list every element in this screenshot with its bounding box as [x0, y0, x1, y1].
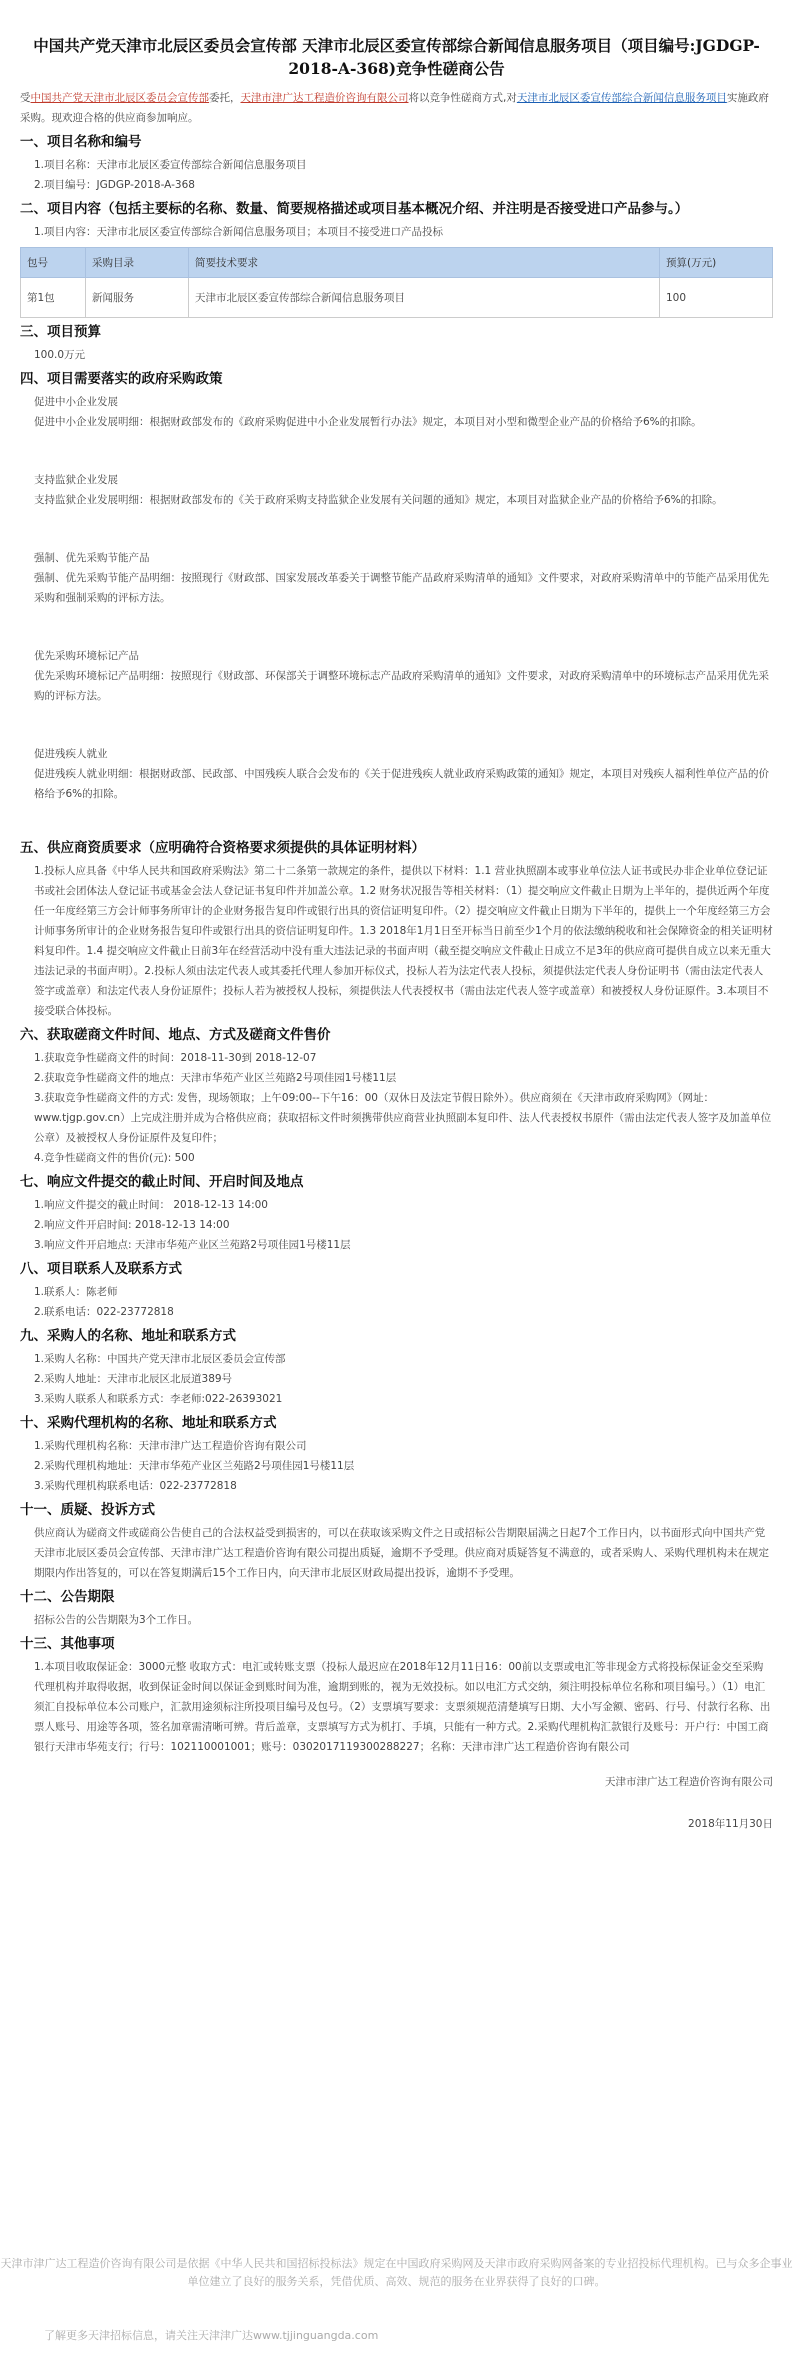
info-line: 3.获取竞争性磋商文件的方式: 发售，现场领取；上午09:00--下午16：00（双休日及法定节假日除外）。供应商须在《天津市政府采购网》（网址：www.tjgp.gov.cn）上完成注册并成为合格供应商；获取招标文件时须携带供应商营业执照副本复印件、法人代表授权书原件（需由法定代表人签字及加盖单位公章）及被授权人身份证原件及复印件； — [34, 1092, 772, 1144]
section-title: 七、响应文件提交的截止时间、开启时间及地点 — [20, 1174, 304, 1190]
intro-paragraph — [20, 88, 773, 128]
section-title: 六、获取磋商文件时间、地点、方式及磋商文件售价 — [20, 1027, 331, 1043]
info-line: 2.采购代理机构地址：天津市华苑产业区兰苑路2号项佳园1号楼11层 — [34, 1460, 355, 1472]
table-header: 预算(万元) — [660, 248, 773, 278]
info-line: 1.采购人名称：中国共产党天津市北辰区委员会宣传部 — [34, 1353, 286, 1365]
policy-desc: 促进中小企业发展明细：根据财政部发布的《政府采购促进中小企业发展暂行办法》规定，本项目对小型和微型企业产品的价格给予6%的扣除。 — [34, 416, 702, 428]
section-title: 十一、质疑、投诉方式 — [20, 1502, 155, 1518]
info-line: 1.采购代理机构名称：天津市津广达工程造价咨询有限公司 — [34, 1440, 307, 1452]
info-line: 1.获取竞争性磋商文件的时间：2018-11-30到 2018-12-07 — [34, 1052, 317, 1064]
intro-text: 受 — [20, 92, 31, 104]
table-cell: 第1包 — [21, 278, 86, 318]
info-line: 1.项目内容：天津市北辰区委宣传部综合新闻信息服务项目；本项目不接受进口产品投标 — [34, 226, 444, 238]
footer-link[interactable]: 了解更多天津招标信息，请关注天津津广达www.tjjinguangda.com — [44, 2329, 379, 2342]
signature-date: 2018年11月30日 — [688, 1818, 773, 1830]
table-cell: 100 — [660, 278, 773, 318]
period-text: 招标公告的公告期限为3个工作日。 — [34, 1614, 199, 1626]
info-line: 4.竞争性磋商文件的售价(元): 500 — [34, 1152, 195, 1164]
section-title: 四、项目需要落实的政府采购政策 — [20, 371, 223, 387]
policy-desc: 支持监狱企业发展明细：根据财政部发布的《关于政府采购支持监狱企业发展有关问题的通知》规定，本项目对监狱企业产品的价格给予6%的扣除。 — [34, 494, 723, 506]
policy-name: 促进残疾人就业 — [34, 748, 108, 760]
info-line: 3.采购代理机构联系电话：022-23772818 — [34, 1480, 237, 1492]
announcement-page — [20, 0, 773, 1835]
table-row — [21, 278, 773, 318]
info-line: 2.获取竞争性磋商文件的地点：天津市华苑产业区兰苑路2号项佳园1号楼11层 — [34, 1072, 397, 1084]
policy-block — [20, 470, 773, 510]
table-cell: 新闻服务 — [86, 278, 189, 318]
section-title: 三、项目预算 — [20, 324, 101, 340]
info-line: 1.项目名称：天津市北辰区委宣传部综合新闻信息服务项目 — [34, 159, 307, 171]
intro-text: 将以竞争性磋商方式,对 — [408, 92, 517, 104]
section-title: 一、项目名称和编号 — [20, 134, 142, 150]
signature-company: 天津市津广达工程造价咨询有限公司 — [605, 1776, 773, 1788]
info-line: 2.联系电话：022-23772818 — [34, 1306, 174, 1318]
policy-block — [20, 392, 773, 432]
policy-name: 优先采购环境标记产品 — [34, 650, 139, 662]
policy-block — [20, 548, 773, 608]
info-line: 1.响应文件提交的截止时间： 2018-12-13 14:00 — [34, 1199, 268, 1211]
policy-block — [20, 744, 773, 804]
table-header: 包号 — [21, 248, 86, 278]
purchaser-link[interactable]: 中国共产党天津市北辰区委员会宣传部 — [30, 92, 209, 104]
section-title: 二、项目内容（包括主要标的名称、数量、简要规格描述或项目基本概况介绍、并注明是否接受进口产品参与。） — [20, 201, 689, 217]
info-line: 3.采购人联系人和联系方式：李老师:022-26393021 — [34, 1393, 283, 1405]
info-line: 2.项目编号：JGDGP-2018-A-368 — [34, 179, 195, 191]
table-header-row — [21, 248, 773, 278]
section-title: 五、供应商资质要求（应明确符合资格要求须提供的具体证明材料） — [20, 840, 425, 856]
qualification-text: 1.投标人应具备《中华人民共和国政府采购法》第二十二条第一款规定的条件，提供以下材料：1.1 营业执照副本或事业单位法人证书或民办非企业单位登记证书或社会团体法人登记证书或基金会法人登记证书复印件并加盖公章。1.2 财务状况报告等相关材料：（1）提交响应文件截止日期为上半年的，提供近两个年度任一年度经第三方会计师事务所审计的企业财务报告复印件或银行出具的资信证明复印件。（2）提交响应文件截止日期为下半年的，提供上一个年度经第三方会计师事务所审计的企业财务报告复印件或银行出具的资信证明复印件。1.3 2018年1月1日至开标当日前至少1个月的依法缴纳税收和社会保障资金的相关证明材料复印件。1.4 提交响应文件截止日前3年在经营活动中没有重大违法记录的书面声明（截至提交响应文件截止日成立不足3年的供应商可提供自成立以来无重大违法记录的书面声明）。2.投标人须由法定代表人或其委托代理人参加开标仪式，投标人若为法定代表人投标，须提供法定代表人身份证明书（需由法定代表人签字或盖章）和法定代表人身份证原件；投标人若为被授权人投标，须提供法人代表授权书（需由法定代表人签字或盖章）和被授权人身份证原件。3.本项目不接受联合体投标。 — [34, 865, 773, 1017]
signature-block — [20, 1771, 773, 1835]
package-table — [20, 247, 773, 318]
info-line: 2.响应文件开启时间: 2018-12-13 14:00 — [34, 1219, 230, 1231]
table-cell: 天津市北辰区委宣传部综合新闻信息服务项目 — [189, 278, 660, 318]
complaint-text: 供应商认为磋商文件或磋商公告使自己的合法权益受到损害的，可以在获取该采购文件之日或招标公告期限届满之日起7个工作日内，以书面形式向中国共产党天津市北辰区委员会宣传部、天津市津广达工程造价咨询有限公司提出质疑，逾期不予受理。供应商对质疑答复不满意的，或者采购人、采购代理机构未在规定期限内作出答复的，可以在答复期满后15个工作日内，向天津市北辰区财政局提出投诉，逾期不予受理。 — [34, 1527, 769, 1579]
policy-desc: 促进残疾人就业明细：根据财政部、民政部、中国残疾人联合会发布的《关于促进残疾人就业政府采购政策的通知》规定，本项目对残疾人福利性单位产品的价格给予6%的扣除。 — [34, 768, 769, 800]
footer-description: 天津市津广达工程造价咨询有限公司是依据《中华人民共和国招标投标法》规定在中国政府采购网及天津市政府采购网备案的专业招投标代理机构。已与众多企事业单位建立了良好的服务关系，凭借优质、高效、规范的服务在业界获得了良好的口碑。 — [0, 2257, 793, 2288]
policy-name: 促进中小企业发展 — [34, 396, 118, 408]
intro-text: 实施政府采购。现欢迎合格的供应商参加响应。 — [20, 92, 769, 124]
other-matters-text: 1.本项目收取保证金：3000元整 收取方式：电汇或转账支票（投标人最迟应在2018年12月11日16：00前以支票或电汇等非现金方式将投标保证金交至采购代理机构并取得收据，收到保证金时间以保证金到账时间为准，逾期到账的，视为无效投标。如以电汇方式交纳，须注明投标单位名称和项目编号。）（1）电汇须汇自投标单位本公司账户，汇款用途须标注所投项目编号及包号。（2）支票填写要求：支票须规范清楚填写日期、大小写金额、密码、行号、付款行名称、出票人账号、用途等各项，签名加章需清晰可辨。背后盖章，支票填写方式为机打、手填，只能有一种方式。2.采购代理机构汇款银行及账号：开户行：中国工商银行天津市华苑支行；行号：102110001001；账号：0302017119300288227；名称：天津市津广达工程造价咨询有限公司 — [34, 1661, 771, 1753]
policy-name: 强制、优先采购节能产品 — [34, 552, 150, 564]
page-title: 中国共产党天津市北辰区委员会宣传部 天津市北辰区委宣传部综合新闻信息服务项目（项目编号:JGDGP-2018-A-368)竞争性磋商公告 — [33, 36, 760, 78]
policy-name: 支持监狱企业发展 — [34, 474, 118, 486]
budget-value: 100.0万元 — [34, 349, 86, 361]
section-title: 十二、公告期限 — [20, 1589, 115, 1605]
policy-block — [20, 646, 773, 706]
policy-desc: 优先采购环境标记产品明细：按照现行《财政部、环保部关于调整环境标志产品政府采购清单的通知》文件要求，对政府采购清单中的环境标志产品采用优先采购的评标方法。 — [34, 670, 769, 702]
info-line: 2.采购人地址：天津市北辰区北辰道389号 — [34, 1373, 233, 1385]
section-title: 十、采购代理机构的名称、地址和联系方式 — [20, 1415, 277, 1431]
project-link[interactable]: 天津市北辰区委宣传部综合新闻信息服务项目 — [516, 92, 727, 104]
info-line: 1.联系人：陈老师 — [34, 1286, 118, 1298]
table-header: 采购目录 — [86, 248, 189, 278]
agency-link[interactable]: 天津市津广达工程造价咨询有限公司 — [240, 92, 409, 104]
section-title: 十三、其他事项 — [20, 1636, 115, 1652]
info-line: 3.响应文件开启地点: 天津市华苑产业区兰苑路2号项佳园1号楼11层 — [34, 1239, 351, 1251]
policy-desc: 强制、优先采购节能产品明细：按照现行《财政部、国家发展改革委关于调整节能产品政府采购清单的通知》文件要求，对政府采购清单中的节能产品采用优先采购和强制采购的评标方法。 — [34, 572, 769, 604]
intro-text: 委托， — [209, 92, 241, 104]
section-title: 八、项目联系人及联系方式 — [20, 1261, 182, 1277]
section-title: 九、采购人的名称、地址和联系方式 — [20, 1328, 236, 1344]
table-header: 简要技术要求 — [189, 248, 660, 278]
